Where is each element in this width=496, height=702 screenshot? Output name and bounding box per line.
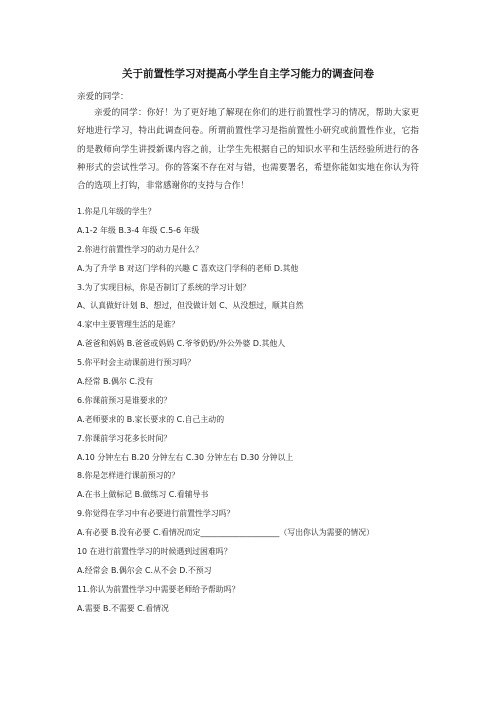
option-line: A、认真做好计划 B、想过，但没做计划 C、从没想过，顺其自然 — [77, 301, 304, 311]
greeting: 亲爱的同学： — [77, 92, 129, 102]
question-line: 11.你认为前置性学习中需要老师给予帮助吗？ — [77, 584, 240, 594]
question-line: 2.你进行前置性学习的动力是什么？ — [77, 244, 203, 254]
option-line: A.老师要求的 B.家长要求的 C.自己主动的 — [77, 414, 225, 424]
question-line: 5.你平时会主动课前进行预习吗？ — [77, 358, 195, 368]
question-line: 10 在进行前置性学习的时候遇到过困难吗？ — [77, 547, 232, 557]
question-line: 3.为了实现目标，你是否制订了系统的学习计划？ — [77, 282, 251, 292]
question-line: 9.你觉得在学习中有必要进行前置性学习吗？ — [77, 509, 235, 519]
question-list — [77, 203, 437, 619]
question-line: 8.你是怎样进行课前预习的？ — [77, 471, 180, 481]
option-line: A.有必要 B.没有必要 C.看情况而定____________________（写出你认为需要的情况） — [77, 528, 375, 538]
question-line: 6.你课前预习是谁要求的？ — [77, 395, 172, 405]
question-line: 1.你是几年级的学生？ — [77, 207, 156, 216]
question-line: 4.家中主要管理生活的是谁？ — [77, 320, 180, 330]
option-line: A.为了升学 B 对这门学科的兴趣 C 喜欢这门学科的老师 D.其他 — [77, 263, 299, 273]
option-line: A.经常会 B.偶尔会 C.从不会 D.不预习 — [77, 565, 212, 575]
option-line: A.需要 B.不需要 C.看情况 — [77, 603, 169, 613]
intro-paragraph: 亲爱的同学：你好！为了更好地了解现在你们的进行前置性学习的情况，帮助大家更好地进行学习，特出此调查问卷。所谓前置性学习是指前置性小研究或前置性作业，它指的是教师向学生讲授新课内容之前，让学生先根据自己的知识水平和生活经验所进行的各种形式的尝试性学习。你的答案不存在对与错，也需要署名，希望你能如实地在你认为符合的选项上打钩，非常感谢你的支持与合作！ — [77, 108, 419, 192]
document-title: 关于前置性学习对提高小学生自主学习能力的调查问卷 — [122, 68, 374, 80]
option-line: A.在书上做标记 B.做练习 C.看辅导书 — [77, 490, 209, 500]
option-line: A.10 分钟左右 B.20 分钟左右 C.30 分钟左右 D.30 分钟以上 — [77, 452, 294, 462]
question-line: 7.你课前学习花多长时间？ — [77, 433, 172, 443]
option-line: A.1-2 年级 B.3-4 年级 C.5-6 年级 — [77, 225, 200, 235]
option-line: A.经常 B.偶尔 C.没有 — [77, 377, 154, 387]
option-line: A.爸爸和妈妈 B.爸爸或妈妈 C.爷爷奶奶/外公外婆 D.其他人 — [77, 339, 286, 349]
